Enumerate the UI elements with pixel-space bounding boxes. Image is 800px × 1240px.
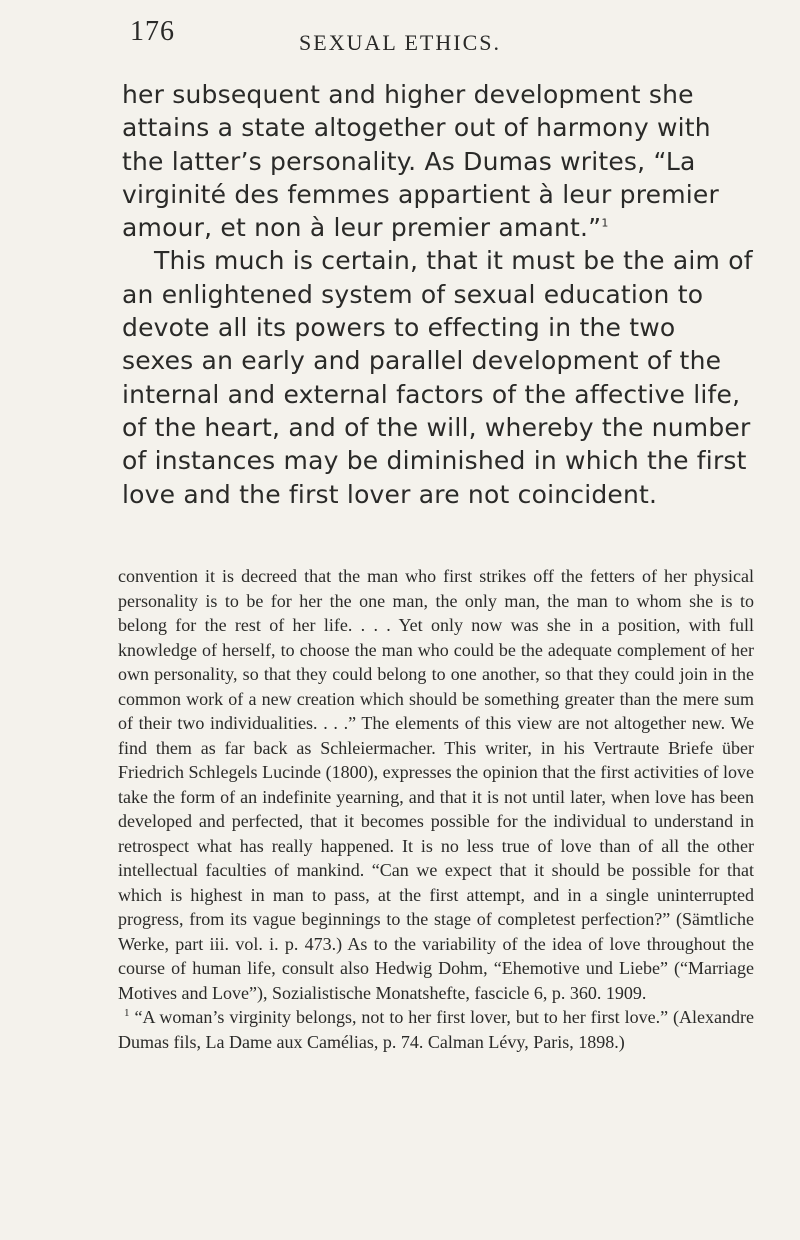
footnote-reference: 1 [601, 216, 609, 230]
page-number: 176 [130, 16, 175, 47]
body-paragraph-1 [122, 78, 754, 244]
footnotes [118, 564, 754, 1054]
running-head: SEXUAL ETHICS. [299, 30, 501, 55]
page-header [70, 16, 730, 56]
footnote-1-text: “A woman’s virginity belongs, not to her first lover, but to her first love.” (Alexandre Dumas fils, La Dame aux Camélias, p. 74. Calman Lévy, Paris, 1898.) [118, 1007, 754, 1052]
footnote-mark: 1 [124, 1007, 130, 1019]
body-paragraph-1-text: her subsequent and higher development she attains a state altogether out of harmony with the latter’s personality. As Dumas writes, “La virginité des femmes appartient à leur premier amour, et non à leur premier amant.” [122, 80, 719, 243]
footnote-1 [118, 1005, 754, 1054]
footnote-continuation: convention it is decreed that the man who first strikes off the fetters of her physical personality is to be for her the one man, the only man, the man to whom she is to belong for the rest of her life. . . . Yet only now was she in a position, with full knowledge of herself, to choose the man who could be the adequate complement of her own personality, so that they could belong to one another, so that they could join in the common work of a new creation which should be something greater than the mere sum of their two individualities. . . .” The elements of this view are not altogether new. We find them as far back as Schleiermacher. This writer, in his Vertraute Briefe über Friedrich Schlegels Lucinde (1800), expresses the opinion that the first activities of love take the form of an indefinite yearning, and that it is not until later, when love has been developed and perfected, that it becomes possible for the individual to understand in retrospect what has really happened. It is no less true of love than of all the other intellectual faculties of mankind. “Can we expect that it should be possible for that which is highest in man to pass, at the first attempt, and in a single uninterrupted progress, from its vague beginnings to the stage of completest perfection?” (Sämtliche Werke, part iii. vol. i. p. 473.) As to the variability of the idea of love throughout the course of human life, consult also Hedwig Dohm, “Ehemotive und Liebe” (“Marriage Motives and Love”), Sozialistische Monatshefte, fascicle 6, p. 360. 1909. [118, 566, 754, 1003]
body-paragraph-2: This much is certain, that it must be the aim of an enlightened system of sexual education to devote all its powers to effecting in the two sexes an early and parallel development of the internal and external factors of the affective life, of the heart, and of the will, whereby the number of instances may be diminished in which the first love and the first lover are not coincident. [122, 246, 753, 509]
main-text [122, 78, 754, 511]
